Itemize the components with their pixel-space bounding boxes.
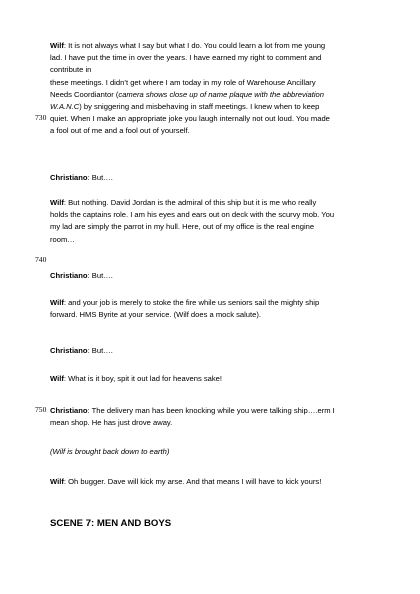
speaker-name: Christiano	[50, 346, 88, 355]
dialogue-christiano-1: Christiano: But….	[50, 173, 113, 182]
dialogue-wilf-2	[50, 197, 380, 246]
speaker-name: Wilf	[50, 298, 64, 307]
dialogue-wilf-1	[50, 40, 380, 138]
dialogue-line: lad. I have put the time in over the years. I have earned my right to comment and	[50, 53, 322, 63]
scene-heading: SCENE 7: MEN AND BOYS	[50, 518, 172, 529]
dialogue-christiano-4	[50, 405, 380, 429]
line-number: 750	[35, 405, 47, 414]
speaker-name: Christiano	[50, 271, 88, 280]
dialogue-line: Christiano: The delivery man has been knocking while you were talking ship….erm I	[50, 406, 335, 415]
dialogue-line: mean shop. He has just drove away.	[50, 418, 173, 428]
speaker-name: Wilf	[50, 198, 64, 207]
dialogue-line: Wilf: But nothing. David Jordan is the admiral of this ship but it is me who really	[50, 198, 317, 207]
dialogue-line: holds the captains role. I am his eyes and ears out on deck with the scurvy mob. You	[50, 210, 335, 220]
dialogue-wilf-4: Wilf: What is it boy, spit it out lad for heavens sake!	[50, 374, 222, 383]
line-number: 740	[35, 255, 47, 264]
stage-direction: camera shows close up of name plaque with the abbreviation	[118, 89, 324, 99]
dialogue-christiano-2: Christiano: But….	[50, 271, 113, 280]
stage-direction: (Wilf is brought back down to earth)	[50, 447, 170, 456]
line-number: 730	[35, 113, 47, 122]
dialogue-wilf-5: Wilf: Oh bugger. Dave will kick my arse. And that means I will have to kick yours!	[50, 477, 322, 486]
dialogue-line: Wilf: and your job is merely to stoke the fire while us seniors sail the mighty ship	[50, 298, 320, 307]
dialogue-line: forward. HMS Byrite at your service. (Wilf does a mock salute).	[50, 310, 261, 320]
stage-direction-block	[50, 446, 380, 458]
dialogue-line: Needs Coordiantor (camera shows close up of name plaque with the abbreviation	[50, 89, 324, 99]
speaker-name: Wilf	[50, 477, 64, 486]
dialogue-line: these meetings. I didn’t get where I am today in my role of Warehouse Ancillary	[50, 77, 316, 87]
speaker-name: Wilf	[50, 41, 64, 50]
speaker-name: Wilf	[50, 374, 64, 383]
dialogue-line: Wilf: It is not always what I say but what I do. You could learn a lot from me young	[50, 41, 326, 50]
speaker-name: Christiano	[50, 173, 88, 182]
dialogue-line: a fool out of me and a fool out of yourself.	[50, 126, 190, 136]
dialogue-line: contribute in	[50, 65, 92, 75]
dialogue-line: W.A.N.C) by sniggering and misbehaving in staff meetings. I knew when to keep	[50, 102, 320, 112]
speaker-name: Christiano	[50, 406, 88, 415]
dialogue-line: my lad are simply the parrot in my hull. Here, out of my office is the real engine	[50, 222, 315, 232]
dialogue-line: quiet. When I make an appropriate joke you laugh internally not out loud. You made	[50, 114, 330, 124]
dialogue-wilf-3	[50, 297, 380, 321]
dialogue-line: room…	[50, 234, 75, 244]
stage-direction: W.A.N.C	[50, 102, 80, 112]
dialogue-christiano-3: Christiano: But….	[50, 346, 113, 355]
